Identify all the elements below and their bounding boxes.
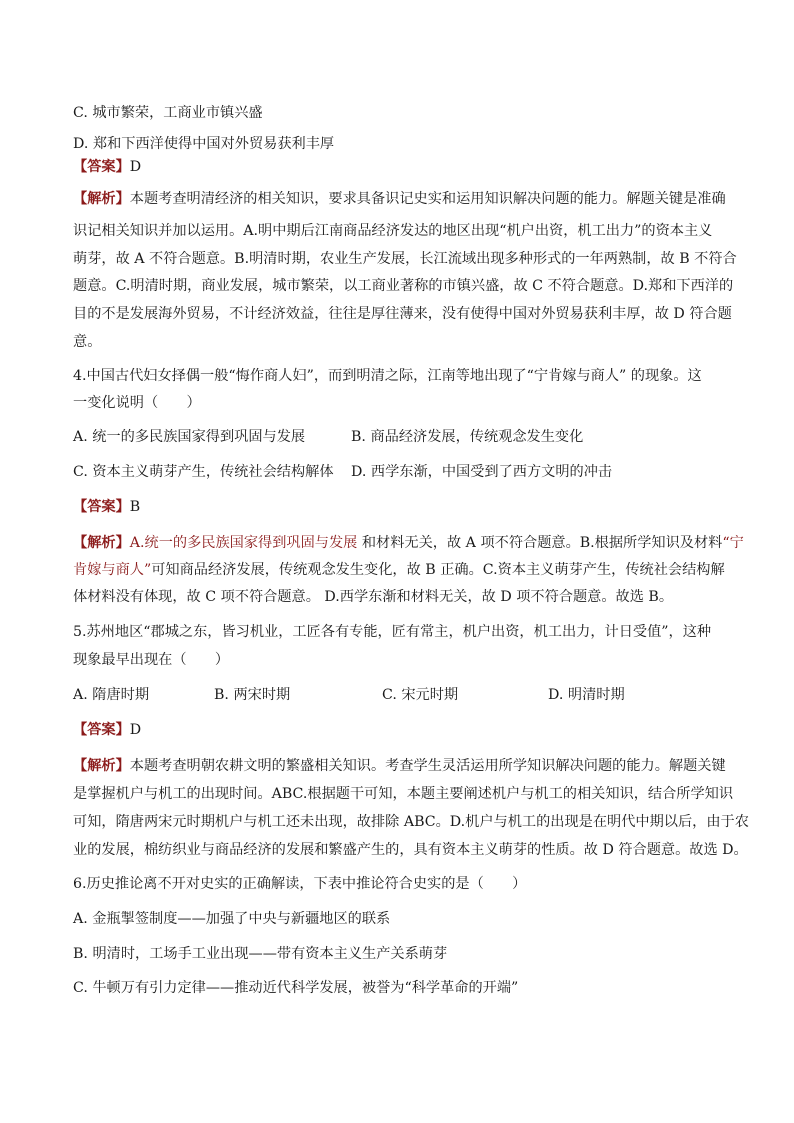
q4-stem-line-2: 一变化说明（ ）	[73, 395, 201, 411]
q4-stem-line-1: 4.中国古代妇女择偶一般“悔作商人妇”，而到明清之际，江南等地出现了“宁肯嫁与商人” 的现象。这	[73, 368, 702, 384]
q6-option-b: B. 明清时，工场手工业出现——带有资本主义生产关系萌芽	[73, 946, 448, 962]
q5-answer	[73, 720, 723, 740]
answer-value: B	[129, 499, 141, 515]
analysis-text: 可知商品经济发展，传统观念发生变化，故 B 正确。C.资本主义萌芽产生，传统社会结构解	[151, 562, 725, 578]
q3-analysis-line-3: 萌芽，故 A 不符合题意。B.明清时期，农业生产发展，长江流域出现多种形式的一年两熟制，故 B 不符合	[73, 251, 737, 267]
analysis-label: 【解析】	[73, 191, 130, 207]
q6-option-c: C. 牛顿万有引力定律——推动近代科学发展，被誉为“科学革命的开端”	[73, 980, 519, 996]
answer-value: D	[129, 722, 142, 738]
answer-label: 【答案】	[73, 499, 130, 515]
q4-answer	[73, 497, 723, 517]
q4-option-b: B. 商品经济发展，传统观念发生变化	[351, 429, 584, 445]
q4-option-d: D. 西学东渐，中国受到了西方文明的冲击	[351, 464, 613, 480]
q5-analysis-line-1	[73, 756, 726, 776]
q5-analysis-line-2: 是掌握机户与机工的出现时间。ABC.根据题干可知，本题主要阐述机户与机工的相关知识，结合所学知识	[73, 786, 734, 802]
analysis-label: 【解析】	[73, 535, 130, 551]
answer-label: 【答案】	[73, 159, 130, 175]
q3-analysis-line-2: 识记相关知识并加以运用。A.明中期后江南商品经济发达的地区出现“机户出资，机工出力”的资本主义	[73, 223, 713, 239]
answer-label: 【答案】	[73, 722, 130, 738]
q6-option-a: A. 金瓶掣签制度——加强了中央与新疆地区的联系	[73, 911, 391, 927]
q5-analysis-line-4: 业的发展，棉纺织业与商品经济的发展和繁盛产生的，具有资本主义萌芽的性质。故 D 符合题意。故选 D。	[73, 842, 748, 858]
q3-option-c: C. 城市繁荣，工商业市镇兴盛	[73, 105, 263, 121]
q5-stem-line-1: 5.苏州地区“郡城之东，皆习机业，工匠各有专能，匠有常主，机户出资，机工出力，计日受值”，这种	[73, 624, 712, 640]
q3-analysis-line-4: 题意。C.明清时期，商业发展，城市繁荣，以工商业著称的市镇兴盛，故 C 不符合题意。D.郑和下西洋的	[73, 278, 734, 294]
analysis-highlight: 肯嫁与商人”	[73, 562, 152, 578]
q3-analysis-line-6: 意。	[73, 334, 102, 350]
analysis-text: 本题考查明朝农耕文明的繁盛相关知识。考查学生灵活运用所学知识解决问题的能力。解题关键	[129, 758, 726, 774]
q3-analysis-line-5: 目的不是发展海外贸易，不计经济效益，往往是厚往薄来，没有使得中国对外贸易获利丰厚，故 D 符合题	[73, 306, 732, 322]
analysis-highlight: “宁	[722, 535, 744, 551]
q5-analysis-line-3: 可知，隋唐两宋元时期机户与机工还未出现，故排除 ABC。D.机户与机工的出现是在明代中期以后，由于农	[73, 814, 749, 830]
analysis-text: 本题考查明清经济的相关知识，要求具备识记史实和运用知识解决问题的能力。解题关键是准确	[129, 191, 726, 207]
q4-analysis-line-2	[73, 560, 723, 580]
q4-option-a: A. 统一的多民族国家得到巩固与发展	[73, 429, 306, 445]
q5-option-a: A. 隋唐时期	[73, 687, 150, 703]
analysis-highlight: A.统一的多民族国家得到巩固与发展	[129, 535, 362, 551]
q5-option-d: D. 明清时期	[548, 687, 625, 703]
analysis-label: 【解析】	[73, 758, 130, 774]
q5-option-c: C. 宋元时期	[382, 687, 459, 703]
q3-option-d: D. 郑和下西洋使得中国对外贸易获利丰厚	[73, 136, 335, 152]
q5-stem-line-2: 现象最早出现在（ ）	[73, 652, 230, 668]
q5-option-b: B. 两宋时期	[214, 687, 291, 703]
q3-analysis-line-1	[73, 189, 726, 209]
q4-option-c: C. 资本主义萌芽产生，传统社会结构解体	[73, 464, 334, 480]
q4-analysis-line-1	[73, 533, 744, 553]
q4-analysis-line-3: 体材料没有体现，故 C 项不符合题意。 D.西学东渐和材料无关，故 D 项不符合题意。故选 B。	[73, 589, 674, 605]
answer-value: D	[129, 159, 142, 175]
q3-answer	[73, 157, 723, 177]
q6-stem: 6.历史推论离不开对史实的正确解读，下表中推论符合史实的是（ ）	[73, 876, 527, 892]
analysis-text: 和材料无关，故 A 项不符合题意。B.根据所学知识及材料	[361, 535, 723, 551]
